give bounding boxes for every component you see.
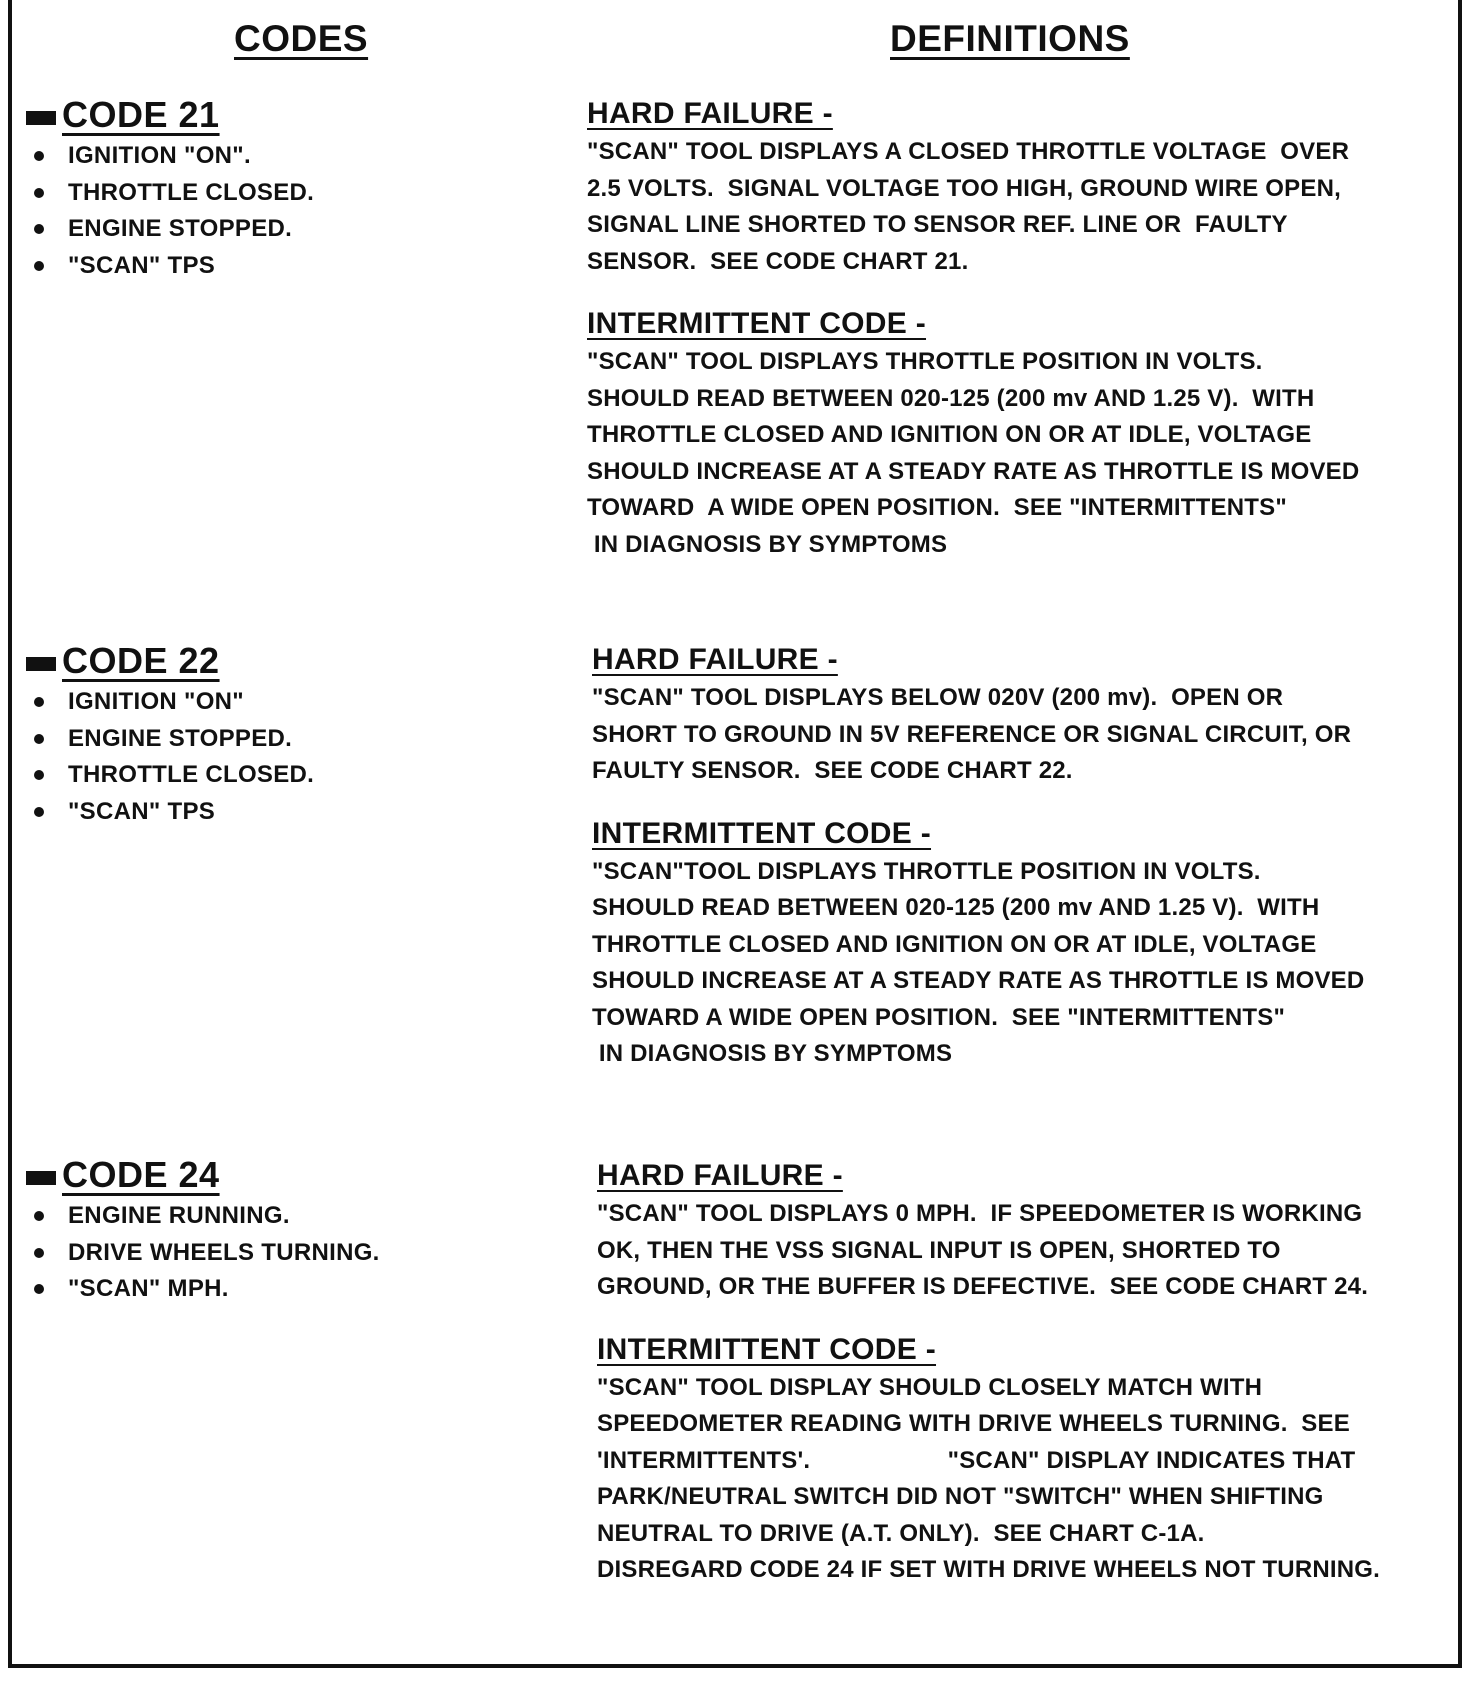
code-title (26, 1152, 380, 1198)
condition-item (26, 721, 314, 758)
condition-text: "SCAN" TPS (68, 797, 216, 825)
definition-line: NEUTRAL TO DRIVE (A.T. ONLY). SEE CHART C-1A. (597, 1519, 1205, 1547)
definition-line: THROTTLE CLOSED AND IGNITION ON OR AT IDLE, VOLTAGE (587, 421, 1312, 448)
definition-line: IN DIAGNOSIS BY SYMPTOMS (587, 530, 948, 558)
definition-line: SENSOR. SEE CODE CHART 21. (587, 247, 969, 275)
condition-text: "SCAN" TPS (68, 251, 216, 279)
condition-list (26, 138, 314, 284)
intermittent-heading: INTERMITTENT CODE - (597, 1332, 937, 1366)
definition-line: SHOULD INCREASE AT A STEADY RATE AS THROTTLE IS MOVED (592, 967, 1365, 994)
condition-item (26, 1198, 380, 1235)
definitions-header: DEFINITIONS (890, 18, 1130, 59)
code-label: CODE 22 (62, 640, 220, 681)
definition-line: 'INTERMITTENTS'. "SCAN" DISPLAY INDICATES THAT (597, 1446, 1356, 1474)
definition-line: SHOULD READ BETWEEN 020-125 (200 mv AND 1.25 V). WITH (592, 894, 1320, 921)
code-marker-icon (26, 111, 56, 125)
condition-text: ENGINE STOPPED. (68, 724, 293, 752)
condition-item (26, 757, 314, 794)
condition-text: IGNITION "ON" (68, 688, 244, 715)
condition-item (26, 1271, 380, 1308)
condition-text: IGNITION "ON". (68, 142, 251, 169)
definition-line: "SCAN"TOOL DISPLAYS THROTTLE POSITION IN VOLTS. (592, 857, 1261, 885)
code-24-block (26, 1152, 380, 1308)
hard-failure-heading: HARD FAILURE - (597, 1159, 843, 1192)
definition-line: SHORT TO GROUND IN 5V REFERENCE OR SIGNAL CIRCUIT, OR (592, 720, 1352, 748)
bullet-icon (34, 1284, 44, 1294)
condition-text: THROTTLE CLOSED. (68, 178, 315, 206)
intermittent-heading: INTERMITTENT CODE - (592, 816, 932, 850)
condition-item (26, 684, 314, 721)
condition-list (26, 684, 314, 830)
bullet-icon (34, 807, 44, 817)
condition-item (26, 794, 314, 831)
definition-line: DISREGARD CODE 24 IF SET WITH DRIVE WHEELS NOT TURNING. (597, 1556, 1381, 1583)
condition-item (26, 248, 314, 285)
condition-text: THROTTLE CLOSED. (68, 761, 315, 788)
code-title (26, 638, 314, 684)
codes-header: CODES (234, 18, 369, 59)
definition-line: OK, THEN THE VSS SIGNAL INPUT IS OPEN, SHORTED TO (597, 1236, 1281, 1264)
bullet-icon (34, 734, 44, 744)
condition-item (26, 211, 314, 248)
definition-line: TOWARD A WIDE OPEN POSITION. SEE "INTERMITTENTS" (592, 1003, 1286, 1031)
bullet-icon (34, 151, 44, 161)
bullet-icon (34, 697, 44, 707)
condition-text: ENGINE RUNNING. (68, 1202, 290, 1229)
condition-item (26, 1235, 380, 1272)
bullet-icon (34, 188, 44, 198)
definition-line: "SCAN" TOOL DISPLAYS BELOW 020V (200 mv). OPEN OR (592, 684, 1284, 711)
condition-text: DRIVE WHEELS TURNING. (68, 1238, 380, 1266)
hard-failure-heading: HARD FAILURE - (587, 97, 833, 130)
code-21-definitions (587, 94, 1457, 563)
condition-text: ENGINE STOPPED. (68, 215, 293, 242)
definition-line: PARK/NEUTRAL SWITCH DID NOT "SWITCH" WHEN SHIFTING (597, 1483, 1324, 1510)
definition-line: FAULTY SENSOR. SEE CODE CHART 22. (592, 757, 1073, 784)
bullet-icon (34, 224, 44, 234)
code-22-definitions (592, 640, 1462, 1073)
code-marker-icon (26, 657, 56, 671)
hard-failure-heading: HARD FAILURE - (592, 643, 838, 676)
definition-line: SHOULD READ BETWEEN 020-125 (200 mv AND 1.25 V). WITH (587, 384, 1315, 412)
code-22-block (26, 638, 314, 830)
definition-line: "SCAN" TOOL DISPLAYS 0 MPH. IF SPEEDOMETER IS WORKING (597, 1200, 1363, 1227)
definition-line: IN DIAGNOSIS BY SYMPTOMS (592, 1040, 953, 1067)
condition-text: "SCAN" MPH. (68, 1275, 229, 1302)
code-label: CODE 24 (62, 1154, 220, 1195)
condition-list (26, 1198, 380, 1308)
definition-line: SPEEDOMETER READING WITH DRIVE WHEELS TURNING. SEE (597, 1410, 1350, 1437)
definition-line: SHOULD INCREASE AT A STEADY RATE AS THROTTLE IS MOVED (587, 457, 1360, 485)
bullet-icon (34, 261, 44, 271)
definition-line: 2.5 VOLTS. SIGNAL VOLTAGE TOO HIGH, GROUND WIRE OPEN, (587, 174, 1341, 202)
code-title (26, 92, 314, 138)
code-24-definitions (597, 1156, 1467, 1589)
definition-line: "SCAN" TOOL DISPLAY SHOULD CLOSELY MATCH WITH (597, 1373, 1263, 1401)
definition-line: GROUND, OR THE BUFFER IS DEFECTIVE. SEE CODE CHART 24. (597, 1273, 1369, 1300)
definition-line: TOWARD A WIDE OPEN POSITION. SEE "INTERMITTENTS" (587, 494, 1287, 521)
bullet-icon (34, 1248, 44, 1258)
code-21-block (26, 92, 314, 284)
definition-line: "SCAN" TOOL DISPLAYS THROTTLE POSITION IN VOLTS. (587, 348, 1263, 375)
definition-line: "SCAN" TOOL DISPLAYS A CLOSED THROTTLE VOLTAGE OVER (587, 138, 1350, 165)
definition-line: THROTTLE CLOSED AND IGNITION ON OR AT IDLE, VOLTAGE (592, 930, 1317, 958)
code-marker-icon (26, 1171, 56, 1185)
bullet-icon (34, 770, 44, 780)
definition-line: SIGNAL LINE SHORTED TO SENSOR REF. LINE OR FAULTY (587, 211, 1288, 238)
intermittent-heading: INTERMITTENT CODE - (587, 307, 927, 340)
condition-item (26, 138, 314, 175)
bullet-icon (34, 1211, 44, 1221)
code-label: CODE 21 (62, 94, 220, 135)
condition-item (26, 175, 314, 212)
